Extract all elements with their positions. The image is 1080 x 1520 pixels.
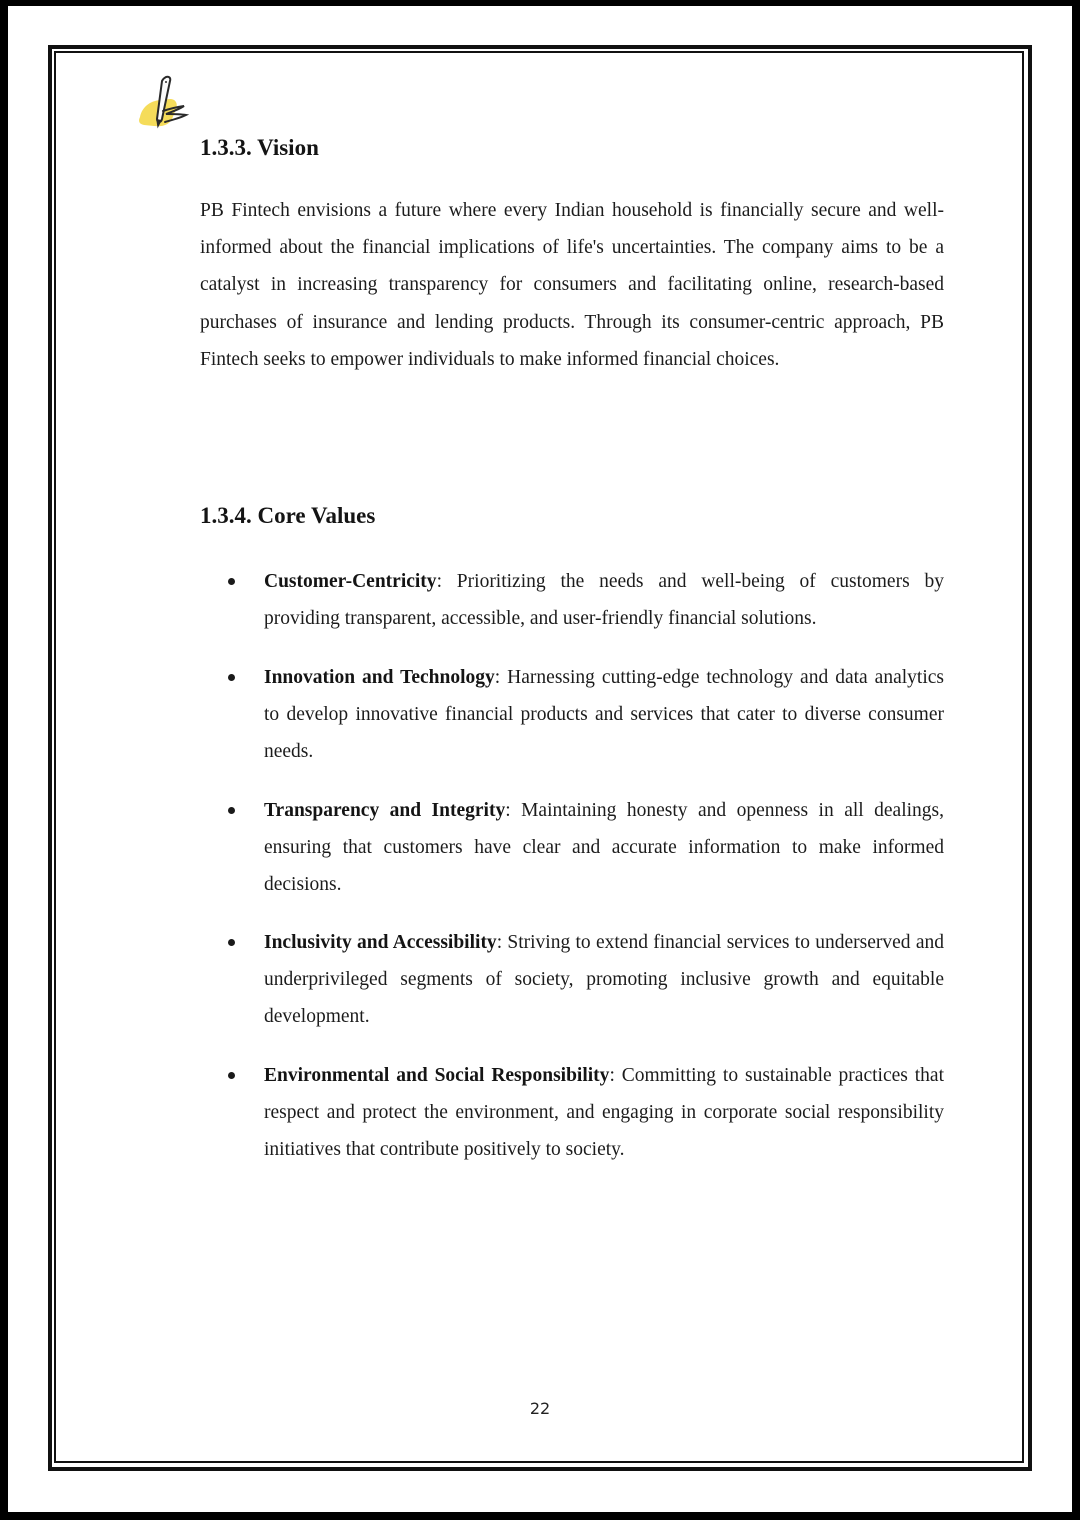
bullet-icon xyxy=(228,939,235,946)
value-term: Environmental and Social Responsibility xyxy=(264,1065,610,1086)
list-item-text xyxy=(264,659,944,771)
value-description: : Committing to sustainable practices that respect and protect the environment, and engaging in corporate social responsibility initiatives that contribute positively to society. xyxy=(264,1065,944,1161)
value-description: : Harnessing cutting-edge technology and data analytics to develop innovative financial products and services that cater to diverse consumer needs. xyxy=(264,667,944,763)
value-description: : Prioritizing the needs and well-being of customers by providing transparent, accessible, and user-friendly financial solutions. xyxy=(264,571,944,630)
list-item-text xyxy=(264,792,944,904)
value-description: : Striving to extend financial services to underserved and underprivileged segments of society, promoting inclusive growth and equitable development. xyxy=(264,932,944,1028)
core-values-heading: 1.3.4. Core Values xyxy=(200,503,376,528)
pen-highlighter-icon xyxy=(136,73,200,135)
value-term: Customer-Centricity xyxy=(264,571,437,592)
list-item-text xyxy=(264,924,944,1036)
list-item-text xyxy=(264,1057,944,1169)
document-page xyxy=(8,6,1072,1512)
vision-heading: 1.3.3. Vision xyxy=(200,135,319,160)
bullet-icon xyxy=(228,1072,235,1079)
bullet-icon xyxy=(228,807,235,814)
value-term: Inclusivity and Accessibility xyxy=(264,932,497,953)
value-term: Innovation and Technology xyxy=(264,667,495,688)
list-item-text xyxy=(264,563,944,637)
value-description: : Maintaining honesty and openness in all dealings, ensuring that customers have clear and accurate information to make informed decisions. xyxy=(264,800,944,896)
value-term: Transparency and Integrity xyxy=(264,800,506,821)
bullet-icon xyxy=(228,578,235,585)
vision-paragraph: PB Fintech envisions a future where every Indian household is financially secure and well-informed about the financial implications of life's uncertainties. The company aims to be a catalyst in increasing transparency for consumers and facilitating online, research-based purchases of insurance and lending products. Through its consumer-centric approach, PB Fintech seeks to empower individuals to make informed financial choices. xyxy=(200,200,944,370)
bullet-icon xyxy=(228,674,235,681)
page-number: 22 xyxy=(529,1399,551,1418)
